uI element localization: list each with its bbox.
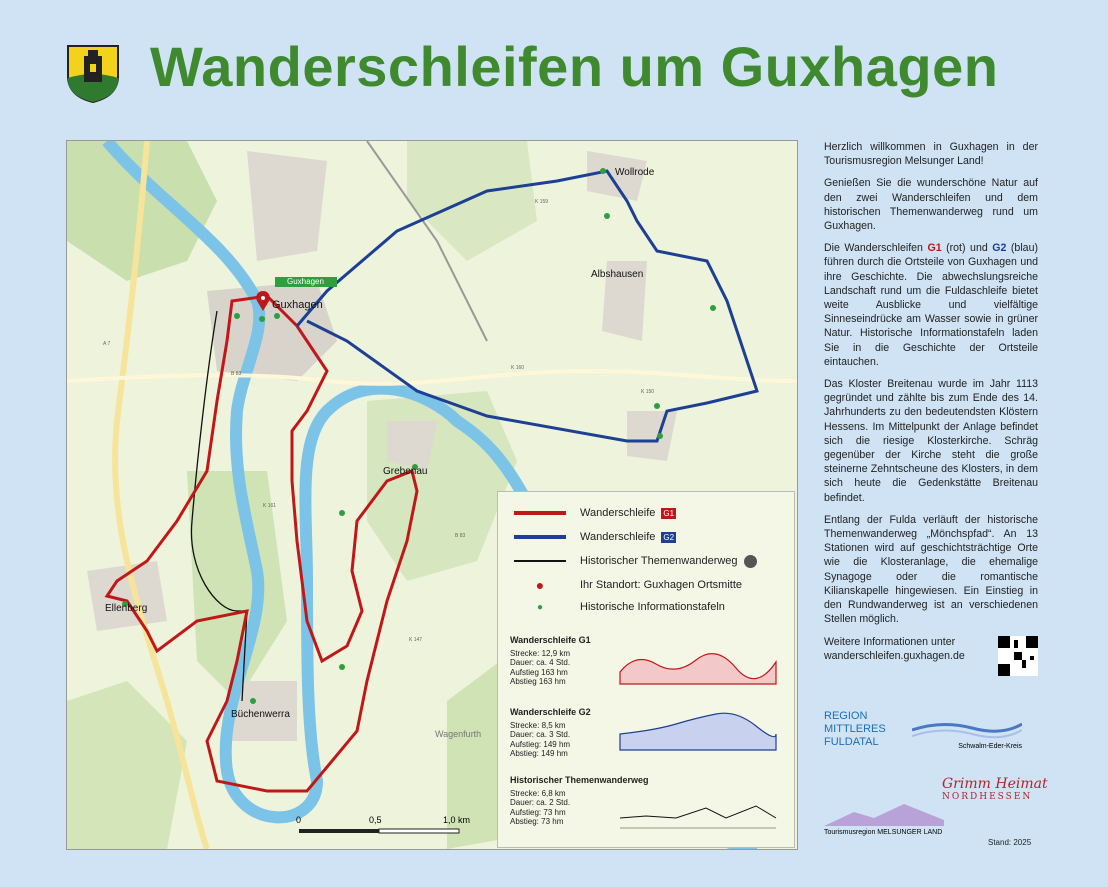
more-info-link[interactable]: Weitere Informationen unter wanderschleifen.guxhagen.de bbox=[824, 635, 965, 662]
red-line-swatch bbox=[514, 511, 566, 515]
coat-of-arms-logo bbox=[64, 40, 122, 104]
place-label-wollrode: Wollrode bbox=[615, 167, 655, 178]
grimm-heimat-logo: Grimm Heimat NORDHESSEN bbox=[942, 776, 1048, 802]
info-text bbox=[824, 140, 1038, 671]
location-pin-icon: ● bbox=[535, 577, 545, 593]
blue-line-swatch bbox=[514, 535, 566, 539]
road-label: B 83 bbox=[231, 371, 242, 377]
qr-code[interactable] bbox=[998, 636, 1038, 676]
kloster-paragraph: Das Kloster Breitenau wurde im Jahr 1113 gegründet und zählte bis zum Ende des 14. Jahrhunderts zu den bedeutendsten Klöstern Hessens. Im Mittelpunkt der Anlage befindet sich die riesige Klosterkirche. Schräg gegenüber der Kirche steht die große steinerne Zehntscheune des Klosters, in dem sich heute die Gedenkstätte Breitenau befindet. bbox=[824, 378, 1038, 504]
place-label-ellenberg: Ellenberg bbox=[105, 603, 148, 614]
legend-themenweg: Historischer Themenwanderweg bbox=[514, 552, 757, 570]
schwalm-eder-kreis-logo: Schwalm-Eder-Kreis bbox=[912, 710, 1022, 740]
g2-badge: G2 bbox=[663, 532, 675, 542]
road-label: K 159 bbox=[535, 199, 549, 205]
place-label-guxhagen: Guxhagen bbox=[272, 299, 323, 311]
legend-location: ● Ihr Standort: Guxhagen Ortsmitte bbox=[514, 576, 742, 594]
monk-icon bbox=[744, 555, 757, 568]
profile-g2-stats: Wanderschleife G2 Strecke: 8,5 km Dauer: ca. 3 Std. Aufstieg: 149 hm Abstieg: 149 hm bbox=[510, 707, 591, 758]
info-dot-icon: ● bbox=[536, 601, 544, 613]
g1-badge: G1 bbox=[663, 508, 675, 518]
place-label-grebenau: Grebenau bbox=[383, 466, 428, 477]
stand-date: Stand: 2025 bbox=[988, 838, 1032, 847]
scale-label: 0,5 bbox=[369, 815, 382, 825]
profile-g1-stats: Wanderschleife G1 Strecke: 12,9 km Dauer: ca. 4 Std. Aufstieg 163 hm Abstieg 163 hm bbox=[510, 635, 591, 686]
legend-g2: Wanderschleife G2 bbox=[514, 528, 676, 546]
road-label: K 161 bbox=[263, 503, 277, 509]
road-label: A 7 bbox=[103, 341, 111, 347]
map-panel[interactable] bbox=[66, 140, 798, 850]
profile-themenweg-stats: Historischer Themenwanderweg Strecke: 6,8 km Dauer: ca. 2 Std. Aufstieg: 73 hm Abstieg: 73 hm bbox=[510, 775, 649, 826]
scale-label: 0 bbox=[296, 815, 302, 825]
routes-paragraph: Die Wanderschleifen G1 (rot) und G2 (blau) führen durch die Ortsteile von Guxhagen und ihre Geschichte. Die abwechslungsreiche Landschaft rund um die Fuldaschleife bietet weite Ausblicke und vielfältige Sinneseindrücke am Wasser sowie in grüner Natur. Historische Informationstafeln laden Sie in die Geschichte der Ortsteile eintauchen. bbox=[824, 242, 1038, 368]
melsunger-land-logo: Tourismusregion MELSUNGER LAND bbox=[824, 800, 944, 836]
road-label: K 147 bbox=[409, 637, 423, 643]
moenchspfad-paragraph: Entlang der Fulda verläuft der historische Themenwanderweg „Mönchspfad“. An 13 Stationen wird auf geschichtsträchtige Orte wie die Klosteranlage, die ehemalige Synagoge oder die romantische Kilianskapelle hingewiesen. Ein Einstieg in den Rundwanderweg ist an verschiedenen Stellen möglich. bbox=[824, 513, 1038, 626]
road-label: K 150 bbox=[641, 389, 655, 395]
intro-paragraph: Herzlich willkommen in Guxhagen in der Tourismusregion Melsunger Land! bbox=[824, 141, 1038, 168]
black-line-swatch bbox=[514, 560, 566, 562]
region-mittleres-fuldatal-logo: REGION MITTLERES FULDATAL bbox=[824, 710, 886, 748]
legend-g1: Wanderschleife G1 bbox=[514, 504, 676, 522]
legend-infotafeln: ● Historische Informationstafeln bbox=[514, 598, 725, 616]
road-label: B 83 bbox=[455, 533, 466, 539]
place-label-buechenwerra: Büchenwerra bbox=[231, 709, 290, 720]
place-label-albshausen: Albshausen bbox=[591, 269, 644, 280]
scale-label: 1,0 km bbox=[443, 815, 471, 825]
place-label-wagenfurth: Wagenfurth bbox=[435, 729, 482, 739]
nature-paragraph: Genießen Sie die wunderschöne Natur auf den zwei Wanderschleifen und dem historischen Themenwanderweg rund um Guxhagen. bbox=[824, 177, 1038, 233]
profile-themenweg-chart bbox=[616, 788, 780, 834]
page-title: Wanderschleifen um Guxhagen bbox=[150, 35, 999, 98]
profile-g1-chart bbox=[616, 632, 780, 690]
station-label: Guxhagen bbox=[287, 277, 324, 286]
road-label: K 160 bbox=[511, 365, 525, 371]
profile-g2-chart bbox=[616, 704, 780, 756]
map-legend bbox=[497, 491, 795, 848]
